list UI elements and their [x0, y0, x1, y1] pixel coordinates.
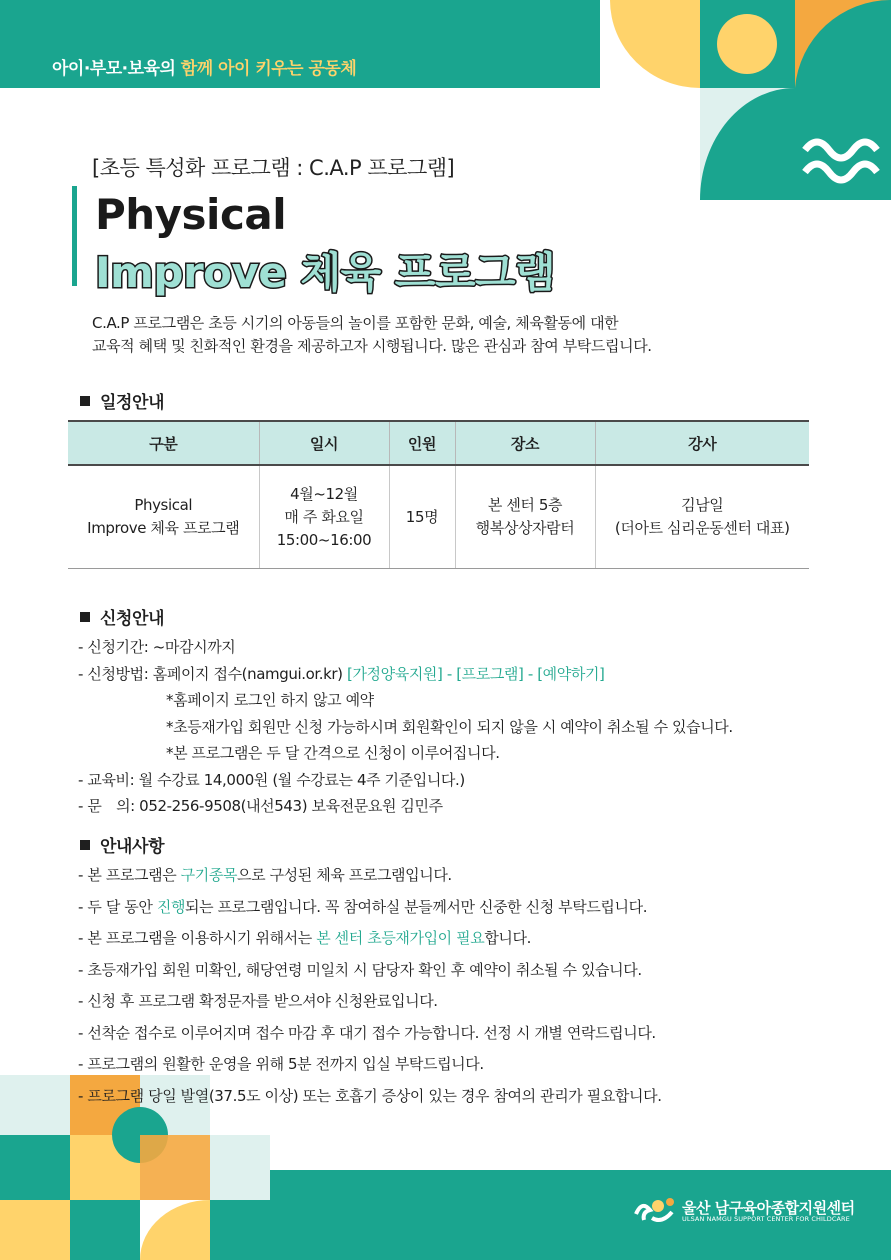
top-right-pattern — [600, 0, 891, 200]
bullet-square-icon — [80, 840, 90, 850]
intro-line-1: C.A.P 프로그램은 초등 시기의 아동들의 놀이를 포함한 문화, 예술, 체육활동에 대한 — [92, 314, 619, 332]
apply-fee: - 교육비: 월 수강료 14,000원 (월 수강료는 4주 기준입니다.) — [78, 770, 465, 789]
org-logo-icon — [630, 1192, 678, 1224]
cell-capacity: 15명 — [389, 465, 455, 569]
notice-item: - 선착순 접수로 이루어지며 접수 마감 후 대기 접수 가능합니다. 선정 시 개별 연락드립니다. — [78, 1023, 656, 1042]
apply-section — [78, 634, 838, 820]
col-header-instructor: 강사 — [595, 421, 809, 465]
apply-note-3: *본 프로그램은 두 달 간격으로 신청이 이루어집니다. — [166, 744, 500, 762]
apply-contact: - 문 의: 052-256-9508(내선543) 보육전문요원 김민주 — [78, 797, 443, 815]
col-header-place: 장소 — [455, 421, 595, 465]
intro-text — [92, 312, 732, 358]
col-header-category: 구분 — [68, 421, 259, 465]
apply-note-2: *초등재가입 회원만 신청 가능하시며 회원확인이 되지 않을 시 예약이 취소될 수 있습니다. — [166, 717, 733, 736]
title-line-2: Improve 체육 프로그램 — [95, 248, 556, 297]
cell-datetime: 4월~12월 매 주 화요일 15:00~16:00 — [259, 465, 389, 569]
program-category: [초등 특성화 프로그램 : C.A.P 프로그램] — [92, 156, 455, 180]
bullet-square-icon — [80, 612, 90, 622]
notice-item: - 프로그램의 원활한 운영을 위해 5분 전까지 입실 부탁드립니다. — [78, 1055, 484, 1073]
col-header-capacity: 인원 — [389, 421, 455, 465]
org-name: 울산 남구육아종합지원센터 — [682, 1199, 855, 1217]
cell-instructor: 김남일 (더아트 심리운동센터 대표) — [595, 465, 809, 569]
header-tagline: 아이·부모·보육의 함께 아이 키우는 공동체 — [52, 59, 357, 79]
title-accent-bar — [72, 186, 77, 286]
notice-item: - 신청 후 프로그램 확정문자를 받으셔야 신청완료입니다. — [78, 992, 438, 1010]
notice-item: - 초등재가입 회원 미확인, 해당연령 미일치 시 담당자 확인 후 예약이 취소될 수 있습니다. — [78, 960, 642, 979]
notice-heading: 안내사항 — [80, 832, 164, 857]
notice-section — [78, 860, 858, 1112]
schedule-heading: 일정안내 — [80, 388, 164, 413]
cell-place: 본 센터 5층 행복상상자람터 — [455, 465, 595, 569]
reservation-path-link[interactable]: [가정양육지원] - [프로그램] - [예약하기] — [347, 664, 605, 683]
apply-note-1: *홈페이지 로그인 하지 않고 예약 — [166, 691, 374, 709]
org-name-en: ULSAN NAMGU SUPPORT CENTER FOR CHILDCARE — [682, 1215, 850, 1223]
cell-program: Physical Improve 체육 프로그램 — [68, 465, 259, 569]
notice-item: - 두 달 동안 진행되는 프로그램입니다. 꼭 참여하실 분들께서만 신중한 신청 부탁드립니다. — [78, 897, 648, 916]
apply-period: - 신청기간: ~마감시까지 — [78, 638, 236, 656]
table-row — [68, 465, 809, 569]
table-header-row — [68, 421, 809, 465]
apply-method: - 신청방법: 홈페이지 접수(namgui.or.kr) [가정양육지원] - [프로그램] - [예약하기] — [78, 664, 605, 683]
notice-item: - 본 프로그램은 구기종목으로 구성된 체육 프로그램입니다. — [78, 866, 452, 884]
bullet-square-icon — [80, 396, 90, 406]
notice-item: - 프로그램 당일 발열(37.5도 이상) 또는 호흡기 증상이 있는 경우 참여의 관리가 필요합니다. — [78, 1086, 662, 1105]
apply-heading: 신청안내 — [80, 604, 164, 629]
title-line-1: Physical — [95, 190, 287, 239]
col-header-datetime: 일시 — [259, 421, 389, 465]
notice-item: - 본 프로그램을 이용하시기 위해서는 본 센터 초등재가입이 필요합니다. — [78, 929, 531, 947]
schedule-table — [68, 420, 809, 569]
intro-line-2: 교육적 혜택 및 친화적인 환경을 제공하고자 시행됩니다. 많은 관심과 참여 부탁드립니다. — [92, 337, 652, 355]
